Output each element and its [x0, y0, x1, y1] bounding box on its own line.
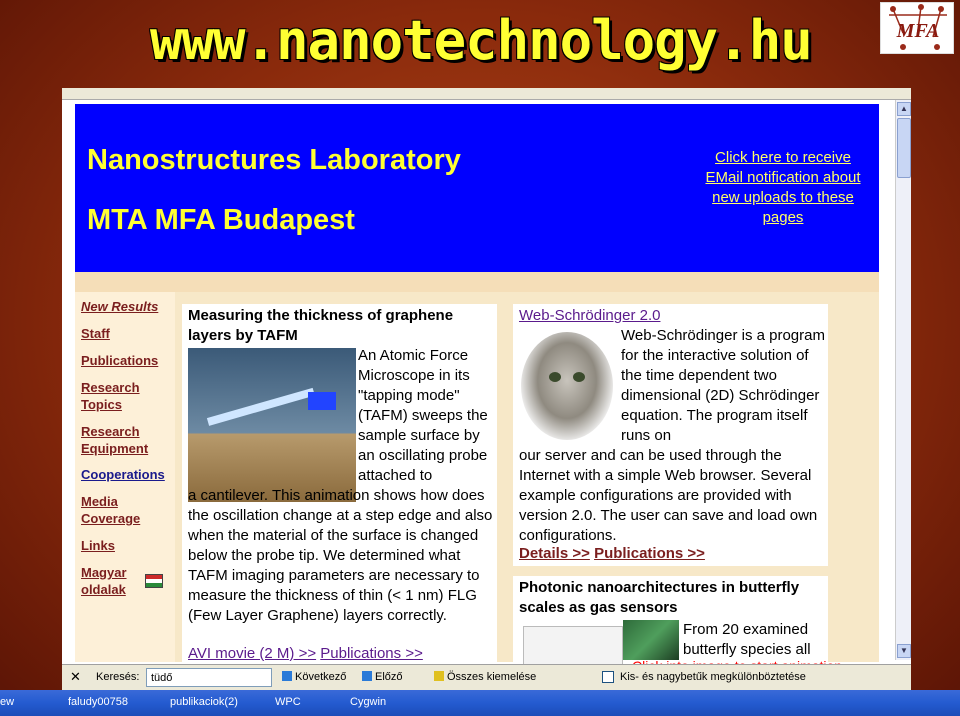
sidebar-item-media-coverage[interactable]: Media Coverage: [81, 494, 141, 526]
sidebar-item-publications[interactable]: Publications: [81, 353, 159, 368]
cat-eye-right: [573, 372, 585, 382]
slide-title: www.nanotechnology.hu: [150, 9, 812, 72]
find-bar: [62, 664, 911, 690]
arrow-up-icon: [362, 671, 372, 681]
article-schrodinger-title[interactable]: Web-Schrödinger 2.0: [519, 307, 661, 324]
highlight-all-button[interactable]: [434, 671, 536, 683]
cat-eye-left: [549, 372, 561, 382]
highlighter-icon: [434, 671, 444, 681]
spectra-chart-image[interactable]: [523, 626, 623, 666]
match-case-label: Kis- és nagybetűk megkülönböztetése: [620, 671, 806, 683]
email-notification-link[interactable]: Click here to receive EMail notification about new uploads to these pages: [705, 149, 861, 226]
avi-movie-link[interactable]: AVI movie (2 M) >>: [188, 645, 317, 662]
find-prev-button[interactable]: [362, 671, 403, 683]
taskbar: [0, 690, 960, 716]
article-web-schrodinger: [513, 304, 828, 566]
article-schrodinger-intro: Web-Schrödinger is a program for the interactive solution of the time dependent two dimensional (2D) Schrödinger equation. The program itself runs on: [621, 327, 825, 444]
header-divider: [75, 272, 879, 292]
vertical-scrollbar[interactable]: [895, 100, 911, 660]
find-label: Keresés:: [96, 671, 140, 683]
schrodinger-publications-link[interactable]: Publications >>: [594, 545, 705, 562]
scroll-up-icon[interactable]: ▲: [897, 102, 911, 116]
scroll-thumb[interactable]: [897, 118, 911, 178]
sidebar-item-magyar[interactable]: Magyar oldalak: [81, 565, 127, 597]
scroll-down-icon[interactable]: ▼: [897, 644, 911, 658]
hungarian-flag-icon[interactable]: [145, 574, 163, 588]
article-graphene: [182, 304, 497, 666]
taskbar-item[interactable]: ew: [0, 696, 15, 708]
taskbar-item[interactable]: WPC: [275, 696, 301, 708]
graphene-publications-link[interactable]: Publications >>: [320, 645, 423, 662]
sidebar-item-cooperations[interactable]: Cooperations: [81, 467, 165, 482]
browser-toolbar: [62, 88, 911, 100]
arrow-down-icon: [282, 671, 292, 681]
probe-tip-shape: [308, 392, 336, 410]
taskbar-item[interactable]: publikaciok(2): [170, 696, 238, 708]
cantilever-shape: [207, 388, 315, 426]
article-schrodinger-body: our server and can be used through the Internet with a simple Web browser. Several example configurations are provided with version 2.0. The user can save and load own configurations.: [519, 447, 818, 544]
sidebar-item-new-results[interactable]: New Results: [81, 299, 159, 314]
find-prev-label: Előző: [375, 671, 403, 683]
sidebar-item-research-topics[interactable]: Research Topics: [81, 380, 140, 412]
article-photonic-intro: From 20 examined butterfly species all: [683, 621, 811, 658]
find-next-label: Következő: [295, 671, 347, 683]
afm-animation-image[interactable]: [188, 348, 356, 502]
taskbar-item[interactable]: faludy00758: [68, 696, 128, 708]
sidebar-item-research-equipment[interactable]: Research Equipment: [81, 424, 149, 456]
lab-name: Nanostructures Laboratory: [87, 144, 461, 176]
taskbar-item[interactable]: Cygwin: [350, 696, 387, 708]
find-input[interactable]: [146, 668, 272, 687]
article-graphene-body: a cantilever. This animation shows how does the oscillation change at a step edge and also when the material of the surface is changed below the probe tip. We determined what TAFM imaging parameters are necessary to measure the thickness of thin (< 1 nm) FLG (Few Layer Graphene) layers correctly.: [188, 487, 493, 624]
article-graphene-intro: An Atomic Force Microscope in its "tapping mode" (TAFM) sweeps the sample surface by an oscillating probe attached to: [358, 347, 488, 484]
sidebar-nav: [75, 292, 175, 662]
cat-image[interactable]: [521, 332, 613, 440]
mfa-logo-graphic: [881, 3, 955, 55]
sidebar-item-staff[interactable]: Staff: [81, 326, 110, 341]
highlight-all-label: Összes kiemelése: [447, 671, 537, 683]
lab-subtitle: MTA MFA Budapest: [87, 204, 355, 236]
schrodinger-details-link[interactable]: Details >>: [519, 545, 590, 562]
article-photonic: [513, 576, 828, 666]
close-icon[interactable]: ✕: [70, 669, 81, 684]
logo-text: MFA: [896, 20, 940, 42]
article-photonic-title: Photonic nanoarchitectures in butterfly scales as gas sensors: [519, 579, 800, 616]
butterfly-image[interactable]: [623, 620, 679, 660]
article-graphene-title: Measuring the thickness of graphene layers by TAFM: [188, 307, 454, 344]
sidebar-item-links[interactable]: Links: [81, 538, 115, 553]
match-case-checkbox[interactable]: [602, 671, 614, 683]
browser-window: [62, 88, 911, 716]
mfa-logo: [880, 2, 954, 54]
find-next-button[interactable]: [282, 671, 346, 683]
site-header: [75, 104, 879, 272]
